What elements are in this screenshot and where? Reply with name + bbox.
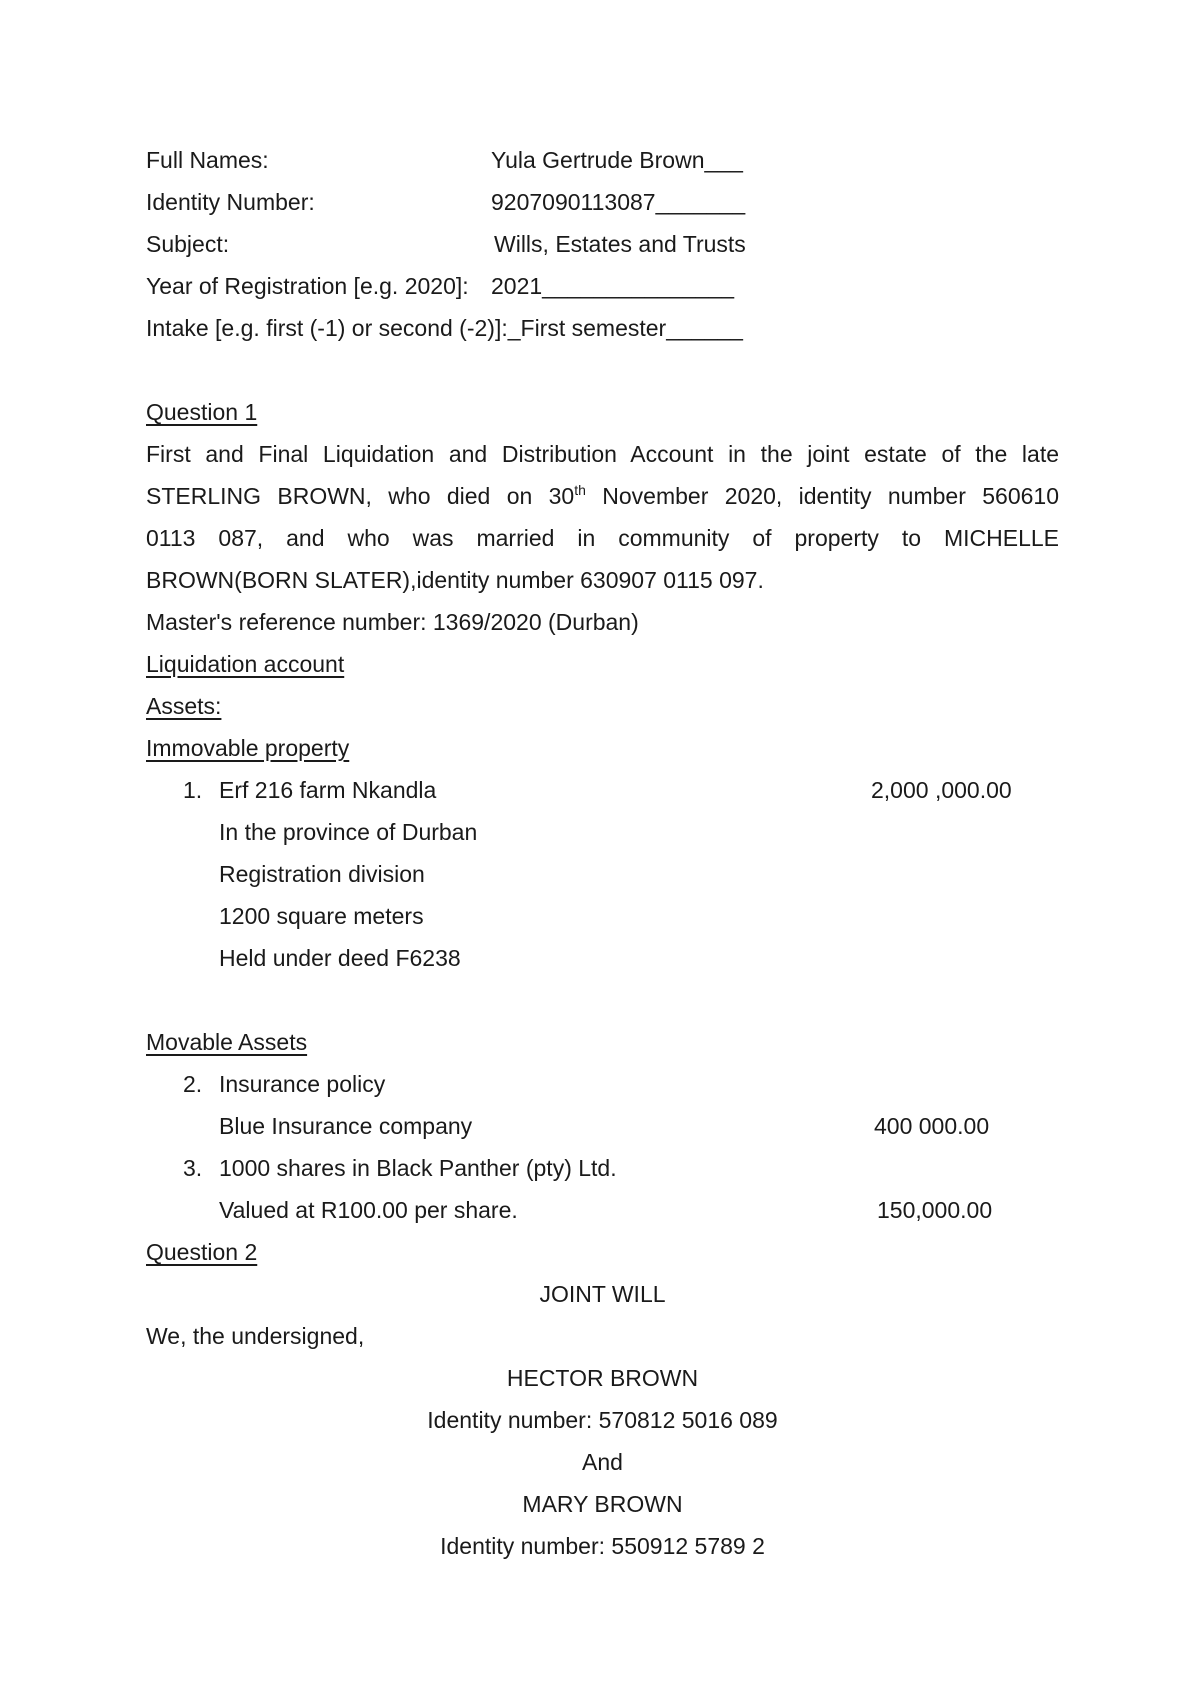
q1-paragraph-line4: BROWN(BORN SLATER),identity number 630907 0115 097.	[146, 567, 764, 593]
year-value: 2021_______________	[491, 273, 735, 299]
person1-id: Identity number: 570812 5016 089	[427, 1407, 778, 1433]
identity-number-value: 9207090113087_______	[491, 189, 746, 215]
q1-paragraph-line2: STERLING BROWN, who died on 30th November 2020, identity number 560610	[146, 482, 1059, 509]
item2-line: Blue Insurance company	[219, 1113, 473, 1139]
item3-line: 1000 shares in Black Panther (pty) Ltd.	[219, 1155, 617, 1181]
liquidation-heading: Liquidation account	[146, 651, 345, 677]
item1-line: In the province of Durban	[219, 819, 478, 845]
subject-value: Wills, Estates and Trusts	[494, 231, 746, 257]
item1-line: Erf 216 farm Nkandla	[219, 777, 437, 803]
will-intro: We, the undersigned,	[146, 1323, 365, 1349]
item1-line: 1200 square meters	[219, 903, 424, 929]
item2-line: Insurance policy	[219, 1071, 386, 1097]
person2-id: Identity number: 550912 5789 2	[440, 1533, 765, 1559]
masters-reference: Master's reference number: 1369/2020 (Durban)	[146, 609, 639, 635]
item2-amount: 400 000.00	[874, 1113, 990, 1139]
item3-amount: 150,000.00	[877, 1197, 993, 1223]
q1-paragraph-line3: 0113 087, and who was married in community of property to MICHELLE	[146, 525, 1059, 551]
item1-amount: 2,000 ,000.00	[871, 777, 1012, 803]
question2-heading: Question 2	[146, 1239, 258, 1265]
full-names-value: Yula Gertrude Brown___	[491, 147, 743, 173]
conjunction-and: And	[582, 1449, 623, 1475]
assets-heading: Assets:	[146, 693, 222, 719]
subject-label: Subject:	[146, 231, 230, 257]
question1-heading: Question 1	[146, 399, 258, 425]
immovable-heading: Immovable property	[146, 735, 350, 761]
joint-will-title: JOINT WILL	[539, 1281, 666, 1307]
item3-number: 3.	[183, 1155, 203, 1181]
q1-paragraph-line1: First and Final Liquidation and Distribution Account in the joint estate of the late	[146, 441, 1059, 467]
item3-line: Valued at R100.00 per share.	[219, 1197, 518, 1223]
item1-number: 1.	[183, 777, 203, 803]
person1-name: HECTOR BROWN	[506, 1365, 699, 1391]
intake-line: Intake [e.g. first (-1) or second (-2)]:_First semester______	[146, 315, 743, 341]
year-label: Year of Registration [e.g. 2020]:	[146, 273, 469, 299]
movable-heading: Movable Assets	[146, 1029, 308, 1055]
ordinal-superscript: th	[574, 482, 586, 498]
identity-number-label: Identity Number:	[146, 189, 315, 215]
full-names-label: Full Names:	[146, 147, 269, 173]
item2-number: 2.	[183, 1071, 203, 1097]
item1-line: Held under deed F6238	[219, 945, 461, 971]
item1-line: Registration division	[219, 861, 425, 887]
person2-name: MARY BROWN	[522, 1491, 683, 1517]
